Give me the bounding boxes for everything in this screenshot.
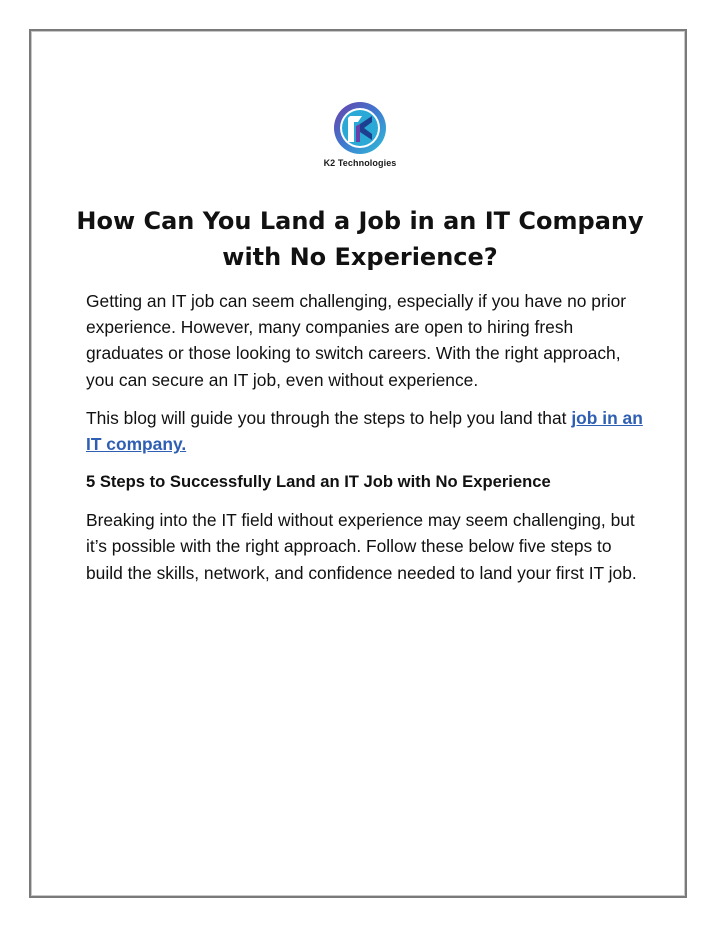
link-period: . xyxy=(181,434,187,455)
logo-caption: K2 Technologies xyxy=(323,158,397,168)
breaking-in-paragraph: Breaking into the IT field without experience may seem challenging, but it’s possible with the right approach. Follow these below five steps to build the skills, network, and confidence needed to land your first IT job. xyxy=(86,510,637,583)
company-logo xyxy=(310,100,410,168)
document-body xyxy=(86,288,646,598)
steps-heading: 5 Steps to Successfully Land an IT Job with No Experience xyxy=(86,472,551,492)
guide-text: This blog will guide you through the steps to help you land that xyxy=(86,407,572,428)
intro-paragraph: Getting an IT job can seem challenging, especially if you have no prior experience. However, many companies are open to hiring fresh graduates or those looking to switch careers. With the right approach, you can secure an IT job, even without experience. xyxy=(86,291,627,390)
it-company-link[interactable]: job in an IT company xyxy=(86,407,643,455)
guide-paragraph xyxy=(86,405,646,457)
document-title: How Can You Land a Job in an IT Company with No Experience? xyxy=(76,207,644,271)
k2-logo-icon xyxy=(332,100,388,156)
